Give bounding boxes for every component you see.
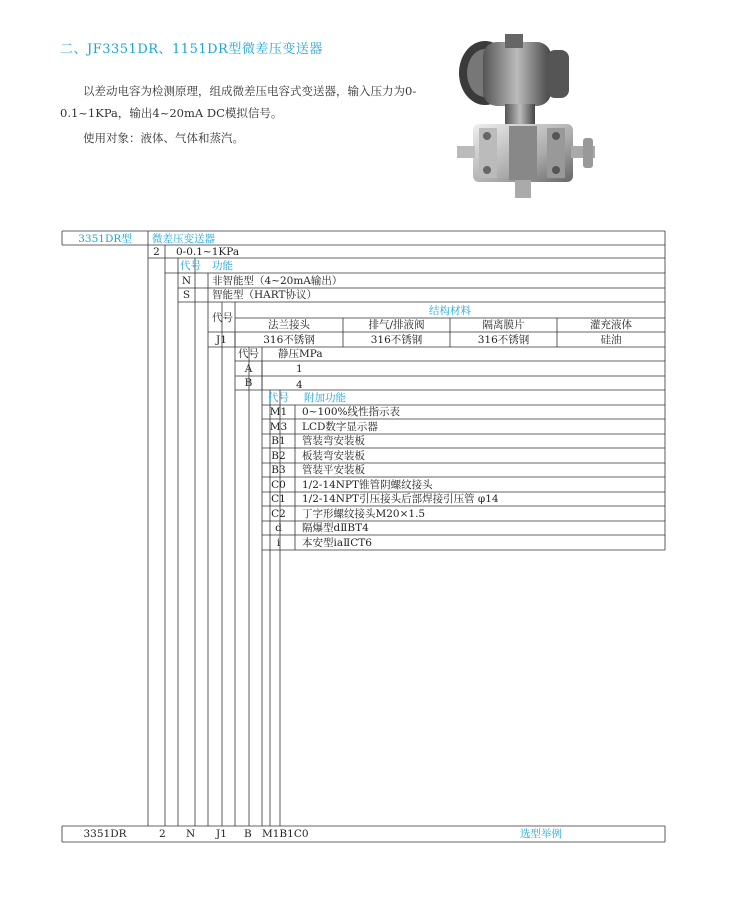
addon-description: 板装弯安装板 xyxy=(302,450,365,462)
addon-description: 1/2-14NPT引压接头后部焊接引压管 φ14 xyxy=(302,493,499,505)
material-code-header: 代号 xyxy=(212,312,233,324)
example-model: 3351DR xyxy=(83,828,127,840)
example-material: J1 xyxy=(216,828,227,840)
usage-paragraph: 使用对象：液体、气体和蒸汽。 xyxy=(83,131,244,145)
addon-description: 本安型iaⅡCT6 xyxy=(302,537,372,549)
addon-code: i xyxy=(276,537,281,549)
static-code-header: 代号 xyxy=(238,348,259,360)
addon-code: C1 xyxy=(271,493,286,505)
addon-code: M1 xyxy=(269,406,288,418)
material-header: 结构材料 xyxy=(429,305,471,317)
intro-paragraph: 以差动电容为检测原理，组成微差压电容式变送器，输入压力为0-0.1~1KPa，输出4~20mA DC模拟信号。 xyxy=(60,84,417,120)
addon-description: 管装平安装板 xyxy=(302,464,365,476)
function-description: 非智能型（4~20mA输出） xyxy=(212,275,343,287)
material-cell: 硅油 xyxy=(600,334,622,346)
function-code-header: 代号 xyxy=(180,260,201,272)
addon-code: d xyxy=(275,522,282,534)
example-range: 2 xyxy=(159,828,166,840)
material-column: 排气/排液阀 xyxy=(368,319,425,331)
example-addon: M1B1C0 xyxy=(262,828,309,840)
addon-code: B3 xyxy=(271,464,286,476)
addon-description: LCD数字显示器 xyxy=(302,421,378,433)
addon-code: B2 xyxy=(271,450,286,462)
material-cell: 316不锈钢 xyxy=(370,334,423,346)
model-code: 3351DR型 xyxy=(78,233,132,245)
example-static: B xyxy=(244,828,252,840)
material-column: 隔离膜片 xyxy=(482,319,525,331)
material-row-code: J1 xyxy=(216,334,227,346)
static-value: 4 xyxy=(296,379,303,391)
example-function: N xyxy=(186,828,196,840)
addon-code: C0 xyxy=(271,479,286,491)
function-header: 功能 xyxy=(212,260,233,272)
static-code: B xyxy=(244,377,253,389)
material-column: 法兰接头 xyxy=(268,319,310,331)
addon-description: 丁字形螺纹接头M20×1.5 xyxy=(302,508,426,520)
range-description: 0-0.1~1KPa xyxy=(176,246,240,258)
static-value: 1 xyxy=(296,363,303,375)
section-title: 二、JF3351DR、1151DR型微差压变送器 xyxy=(60,42,323,57)
function-code: S xyxy=(182,289,191,301)
function-code: N xyxy=(181,275,192,287)
addon-code: B1 xyxy=(271,435,286,447)
material-cell: 316不锈钢 xyxy=(263,334,315,346)
material-cell: 316不锈钢 xyxy=(477,334,530,346)
function-description: 智能型（HART协议） xyxy=(212,289,317,301)
addon-header: 附加功能 xyxy=(304,392,346,404)
material-column: 灌充液体 xyxy=(590,319,632,331)
addon-description: 隔爆型dⅡBT4 xyxy=(302,522,369,534)
addon-description: 管装弯安装板 xyxy=(302,435,365,447)
static-header: 静压MPa xyxy=(278,348,323,360)
static-code: A xyxy=(244,363,253,375)
addon-description: 1/2-14NPT锥管阴螺纹接头 xyxy=(302,479,433,491)
addon-code: M3 xyxy=(269,421,288,433)
addon-description: 0~100%线性指示表 xyxy=(302,406,400,418)
range-code: 2 xyxy=(153,246,160,258)
model-description: 微差压变送器 xyxy=(152,233,215,245)
addon-code: C2 xyxy=(271,508,286,520)
example-label: 选型举例 xyxy=(520,828,562,840)
addon-code-header: 代号 xyxy=(268,392,289,404)
